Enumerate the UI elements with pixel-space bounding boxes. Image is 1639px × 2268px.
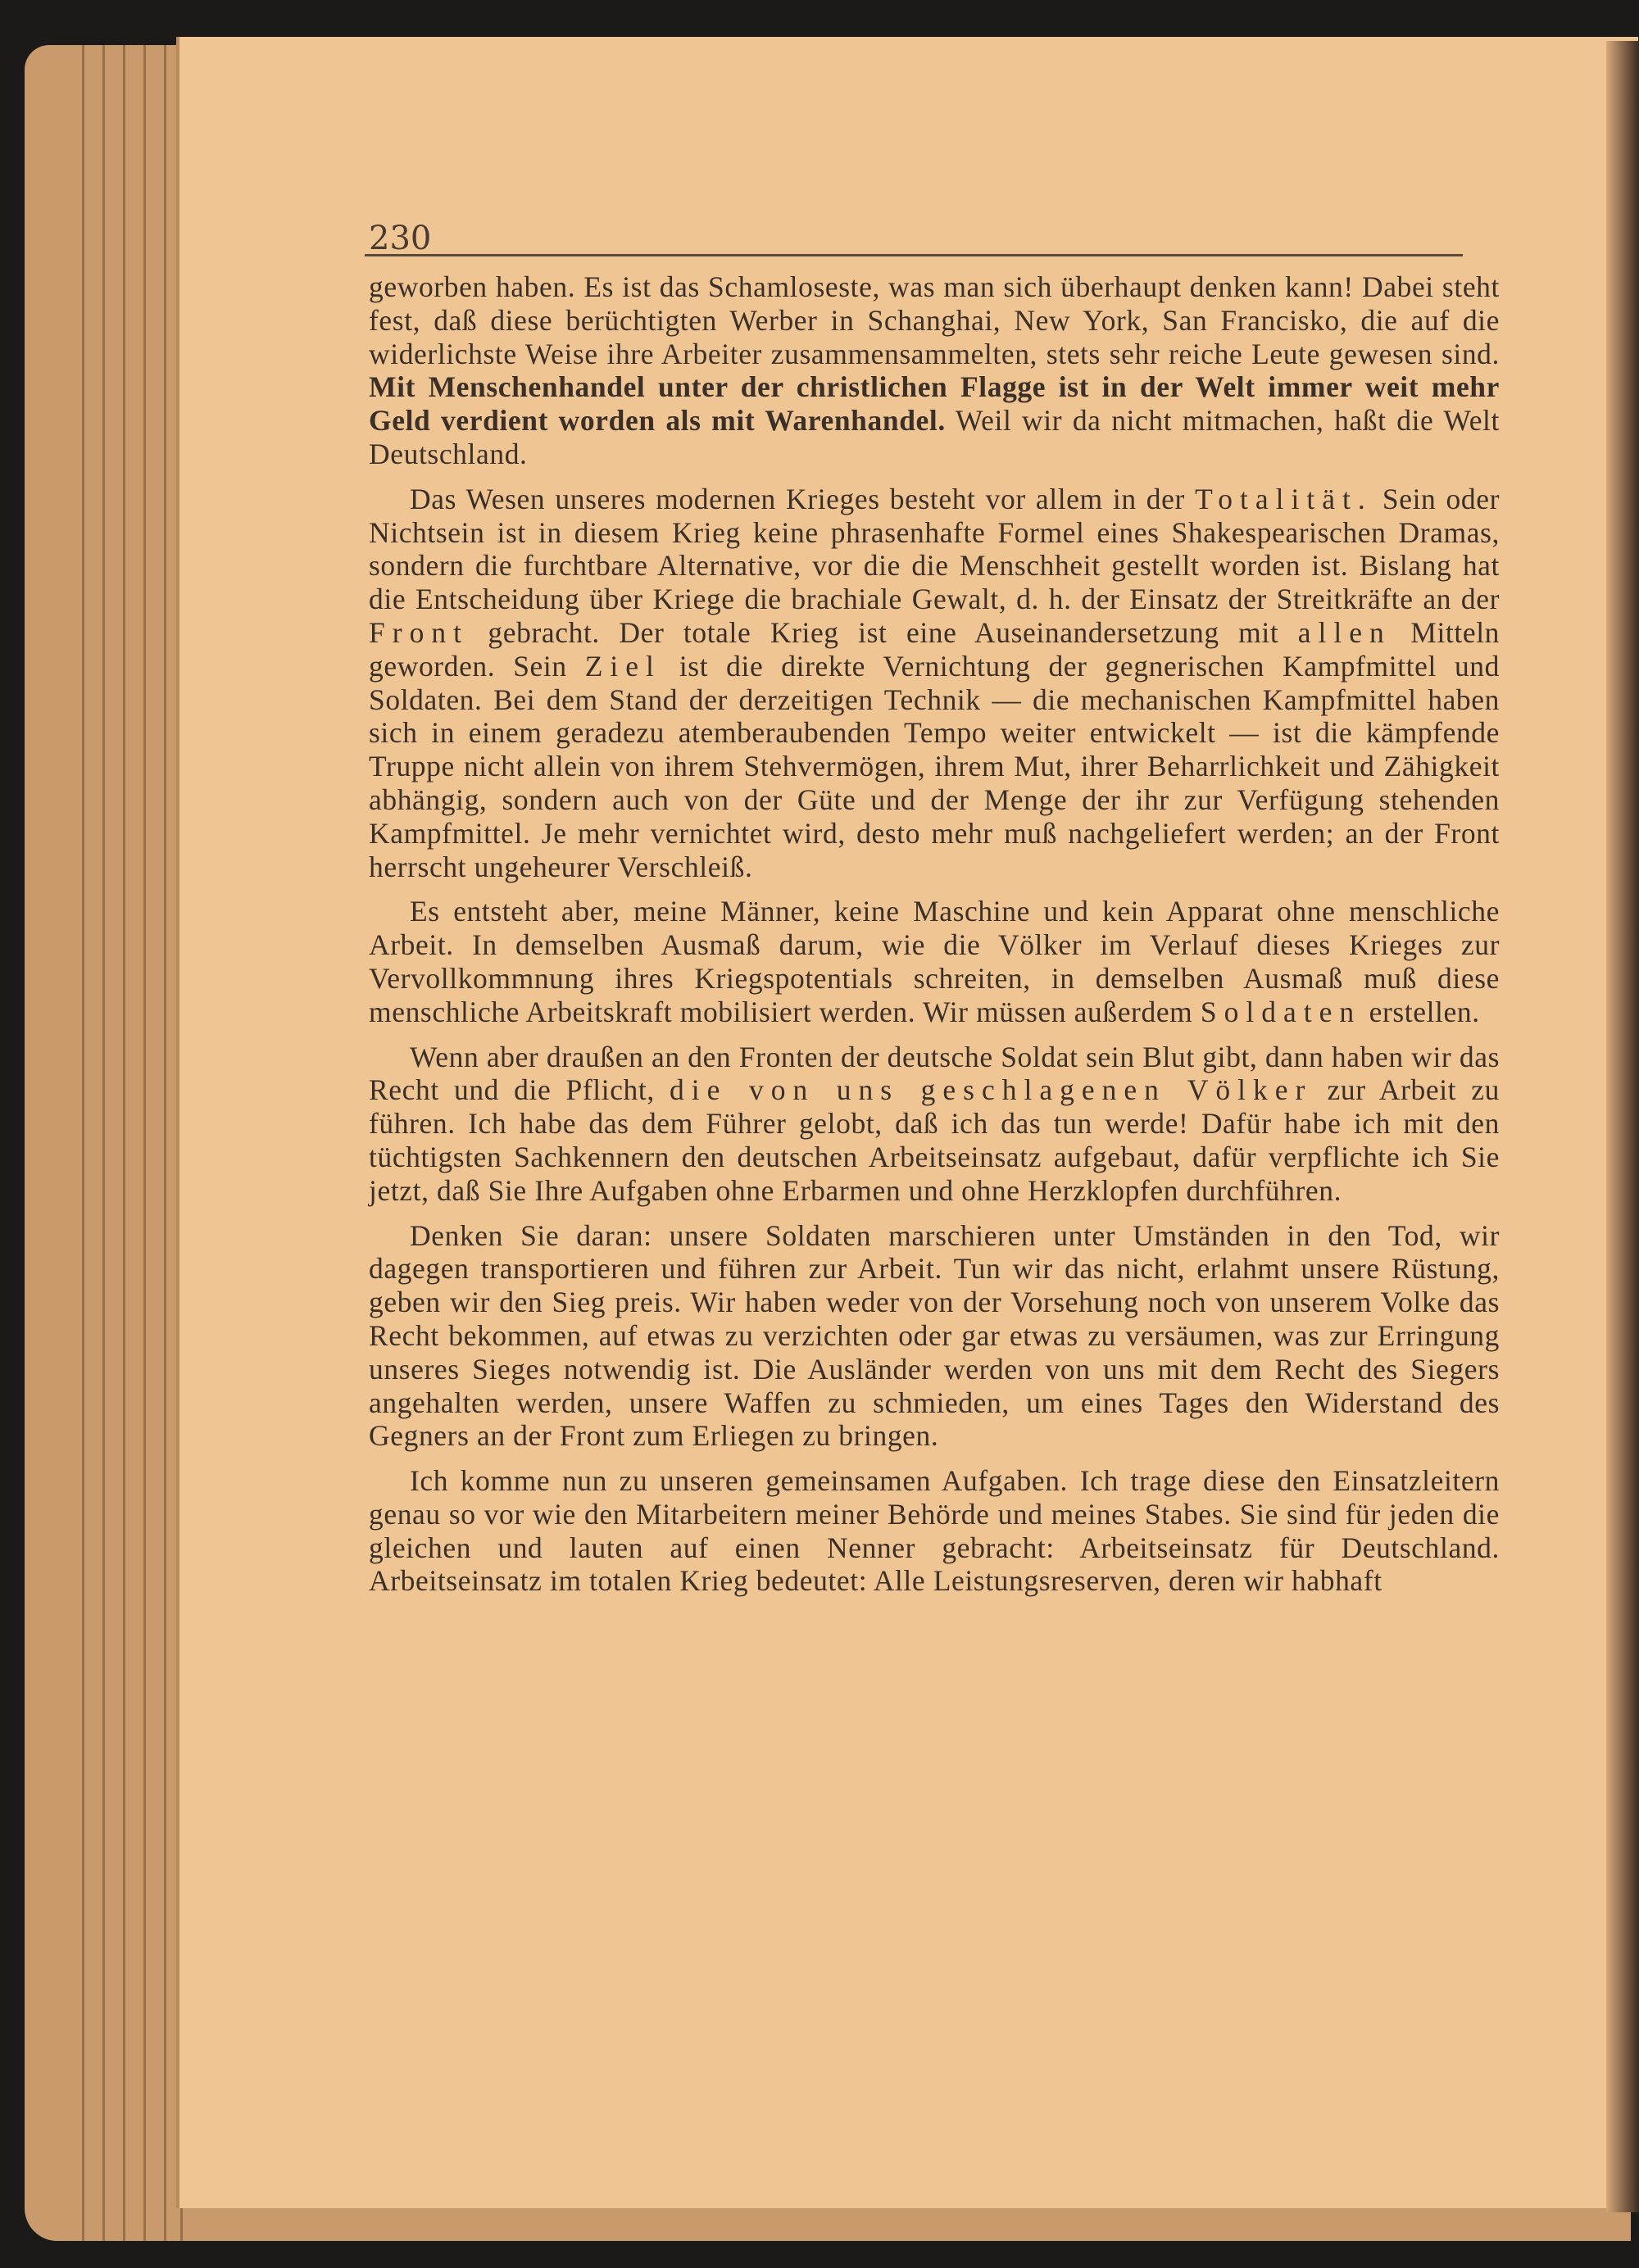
text-run: geworben haben. Es ist das Schamloseste, was man sich überhaupt denken kann! Dabei steht fest, daß diese berüchtigten Werber in Schanghai, New York, San Francisko, die auf die widerlichste Weise ihre Arbeiter zusammensammelten, stets sehr reiche Leute gewesen sind.: [369, 270, 1500, 370]
page-edge-line: [164, 45, 166, 2241]
text-run: Totalität.: [1195, 482, 1373, 515]
body-text: [369, 270, 1500, 1598]
paragraph: [369, 895, 1500, 1028]
text-run: Wenn aber draußen an den Fronten der deutsche Soldat sein Blut gibt, dann haben wir das Recht und die Pflicht,: [369, 1040, 1500, 1107]
paragraph: [369, 1041, 1500, 1208]
text-run: ist die direkte Vernichtung der gegnerischen Kampfmittel und Soldaten. Bei dem Stand der derzeitigen Technik — die mechanischen Kampfmittel haben sich in einem geradezu atemberaubenden Tempo weiter entwickelt — ist die kämpfende Truppe nicht allein von ihrem Stehvermögen, ihrem Mut, ihrer Beharrlichkeit und Zähigkeit abhängig, sondern auch von der Güte und der Menge der ihr zur Verfügung stehenden Kampfmittel. Je mehr vernichtet wird, desto mehr muß nachgeliefert werden; an der Front herrscht ungeheurer Verschleiß.: [369, 649, 1500, 883]
page-edge-line: [102, 45, 105, 2241]
page-edge-line: [123, 45, 125, 2241]
text-run: Mitteln geworden. Sein: [369, 615, 1501, 683]
facing-page-shadow: [1606, 41, 1639, 2212]
page-number: 230: [369, 220, 432, 257]
text-run: Front: [369, 615, 469, 649]
page-edge-line: [82, 45, 84, 2241]
text-run: Soldaten: [1200, 995, 1362, 1028]
text-run: erstellen.: [1361, 995, 1480, 1028]
text-run: Denken Sie daran: unsere Soldaten marschieren unter Umständen in den Tod, wir dagegen transportieren und führen zur Arbeit. Tun wir das nicht, erlahmt unsere Rüstung, geben wir den Sieg preis. Wir haben weder von der Vorsehung noch von unserem Volke das Recht bekommen, auf etwas zu verzichten oder gar etwas zu versäumen, was zur Erringung unseres Sieges notwendig ist. Die Ausländer werden von uns mit dem Recht des Siegers angehalten werden, unsere Waffen zu schmieden, um eines Tages den Widerstand des Gegners an der Front zum Erliegen zu bringen.: [369, 1218, 1500, 1453]
paragraph: [369, 1219, 1500, 1454]
text-run: Weil wir da nicht mitmachen, haßt die Welt Deutschland.: [369, 404, 1500, 470]
text-run: Ich komme nun zu unseren gemeinsamen Aufgaben. Ich trage diese den Einsatzleitern genau so vor wie den Mitarbeitern meiner Behörde und meines Stabes. Sie sind für jeden die gleichen und lauten auf einen Nenner gebracht: Arbeitseinsatz für Deutschland. Arbeitseinsatz im totalen Krieg bedeutet: Alle Leistungsreserven, deren wir habhaft: [369, 1464, 1500, 1598]
text-run: Sein oder Nichtsein ist in diesem Krieg keine phrasenhafte Formel eines Shakespearischen Dramas, sondern die furchtbare Alternative, vor die die Menschheit gestellt worden ist. Bislang hat die Entscheidung über Kriege die brachiale Gewalt, d. h. der Einsatz der Streitkräfte an der: [369, 482, 1500, 616]
paragraph: [369, 483, 1500, 884]
text-run: Mit Menschenhandel unter der christlichen Flagge ist in der Welt immer weit mehr Geld verdient worden als mit Warenhandel.: [369, 370, 1500, 438]
text-run: Ziel: [584, 649, 661, 683]
paragraph: [369, 270, 1500, 471]
text-run: die von uns geschlagenen Völker: [670, 1073, 1313, 1107]
text-run: zur Arbeit zu führen. Ich habe das dem Führer gelobt, daß ich das tun werde! Dafür habe ich mit den tüchtigsten Sachkennern den deutschen Arbeitseinsatz aufgebaut, dafür verpflichte ich Sie jetzt, daß Sie Ihre Aufgaben ohne Erbarmen und ohne Herzklopfen durchführen.: [369, 1073, 1500, 1207]
text-run: Es entsteht aber, meine Männer, keine Maschine und kein Apparat ohne menschliche Arbeit. In demselben Ausmaß darum, wie die Völker im Verlauf dieses Krieges zur Vervollkommnung ihres Kriegspotentials schreiten, in demselben Ausmaß muß diese menschliche Arbeitskraft mobilisiert werden. Wir müssen außerdem: [369, 895, 1500, 1028]
page-edge-line: [143, 45, 146, 2241]
paragraph: [369, 1464, 1500, 1598]
text-run: allen: [1297, 615, 1392, 649]
header-rule: [365, 254, 1463, 256]
text-run: gebracht. Der totale Krieg ist eine Auseinandersetzung mit: [468, 615, 1298, 649]
text-run: Das Wesen unseres modernen Krieges besteht vor allem in der: [410, 482, 1196, 515]
